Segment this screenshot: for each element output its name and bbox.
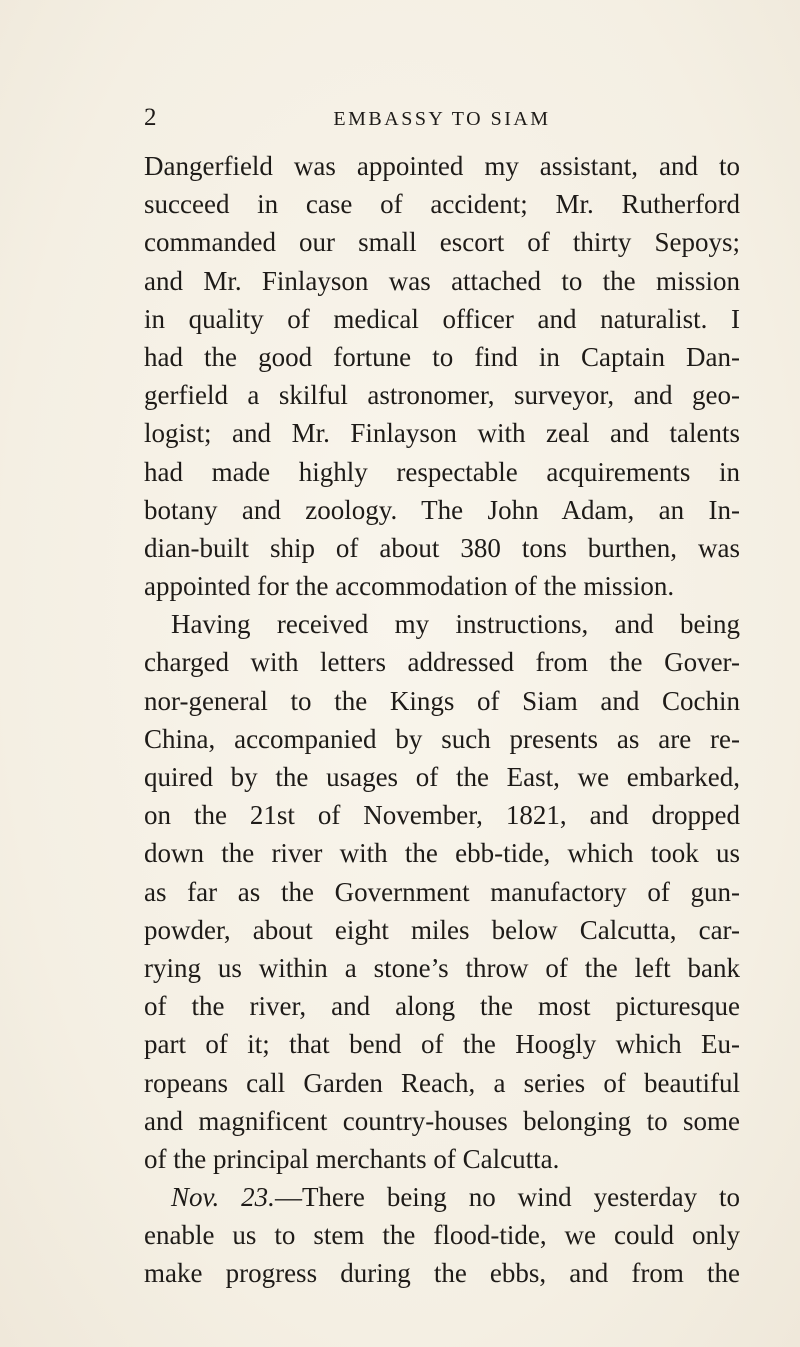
text-line: charged with letters addressed from the Gover- — [144, 647, 740, 678]
text-line: powder, about eight miles below Calcutta, car- — [144, 914, 740, 945]
text-line: had the good fortune to find in Captain Dan- — [144, 341, 740, 372]
text-line: had made highly respectable acquirements in — [144, 456, 740, 487]
text-line: down the river with the ebb-tide, which took us — [144, 838, 740, 869]
page-header — [144, 104, 740, 140]
text-line: nor-general to the Kings of Siam and Cochin — [144, 685, 740, 716]
text-line: make progress during the ebbs, and from the — [144, 1258, 740, 1289]
entry-text: —There being no wind yesterday to — [274, 1182, 741, 1213]
entry-date: Nov. 23. — [171, 1182, 275, 1213]
text-line: botany and zoology. The John Adam, an In- — [144, 494, 740, 525]
text-line: rying us within a stone’s throw of the left bank — [144, 952, 740, 983]
text-line: gerfield a skilful astronomer, surveyor, and geo- — [144, 380, 740, 411]
text-line: Having received my instructions, and being — [171, 609, 740, 640]
text-line: of the river, and along the most picturesque — [144, 991, 740, 1022]
text-line: commanded our small escort of thirty Sepoys; — [144, 227, 740, 258]
text-line: China, accompanied by such presents as are re- — [144, 723, 740, 754]
text-line: in quality of medical officer and naturalist. I — [144, 303, 740, 334]
text-line: ropeans call Garden Reach, a series of beautiful — [144, 1067, 740, 1098]
page-number: 2 — [144, 104, 157, 131]
text-line: and magnificent country-houses belonging to some — [144, 1105, 740, 1136]
body-text — [144, 147, 740, 1293]
text-line: logist; and Mr. Finlayson with zeal and talents — [144, 418, 740, 449]
text-line: Dangerfield was appointed my assistant, and to — [144, 151, 740, 181]
text-line: as far as the Government manufactory of gun- — [144, 876, 740, 907]
text-line: part of it; that bend of the Hoogly which Eu- — [144, 1029, 740, 1060]
text-line: dian-built ship of about 380 tons burthen, was — [144, 532, 740, 563]
text-line: and Mr. Finlayson was attached to the mission — [144, 265, 740, 296]
text-line: quired by the usages of the East, we embarked, — [144, 762, 740, 792]
text-line: enable us to stem the flood-tide, we could only — [144, 1220, 740, 1251]
text-line: on the 21st of November, 1821, and dropped — [144, 800, 740, 831]
text-line: of the principal merchants of Calcutta. — [144, 1143, 560, 1174]
text-line: succeed in case of accident; Mr. Rutherford — [144, 189, 740, 220]
dated-entry-line — [144, 1178, 740, 1216]
running-head: EMBASSY TO SIAM — [333, 108, 551, 130]
text-line: appointed for the accommodation of the mission. — [144, 571, 675, 602]
